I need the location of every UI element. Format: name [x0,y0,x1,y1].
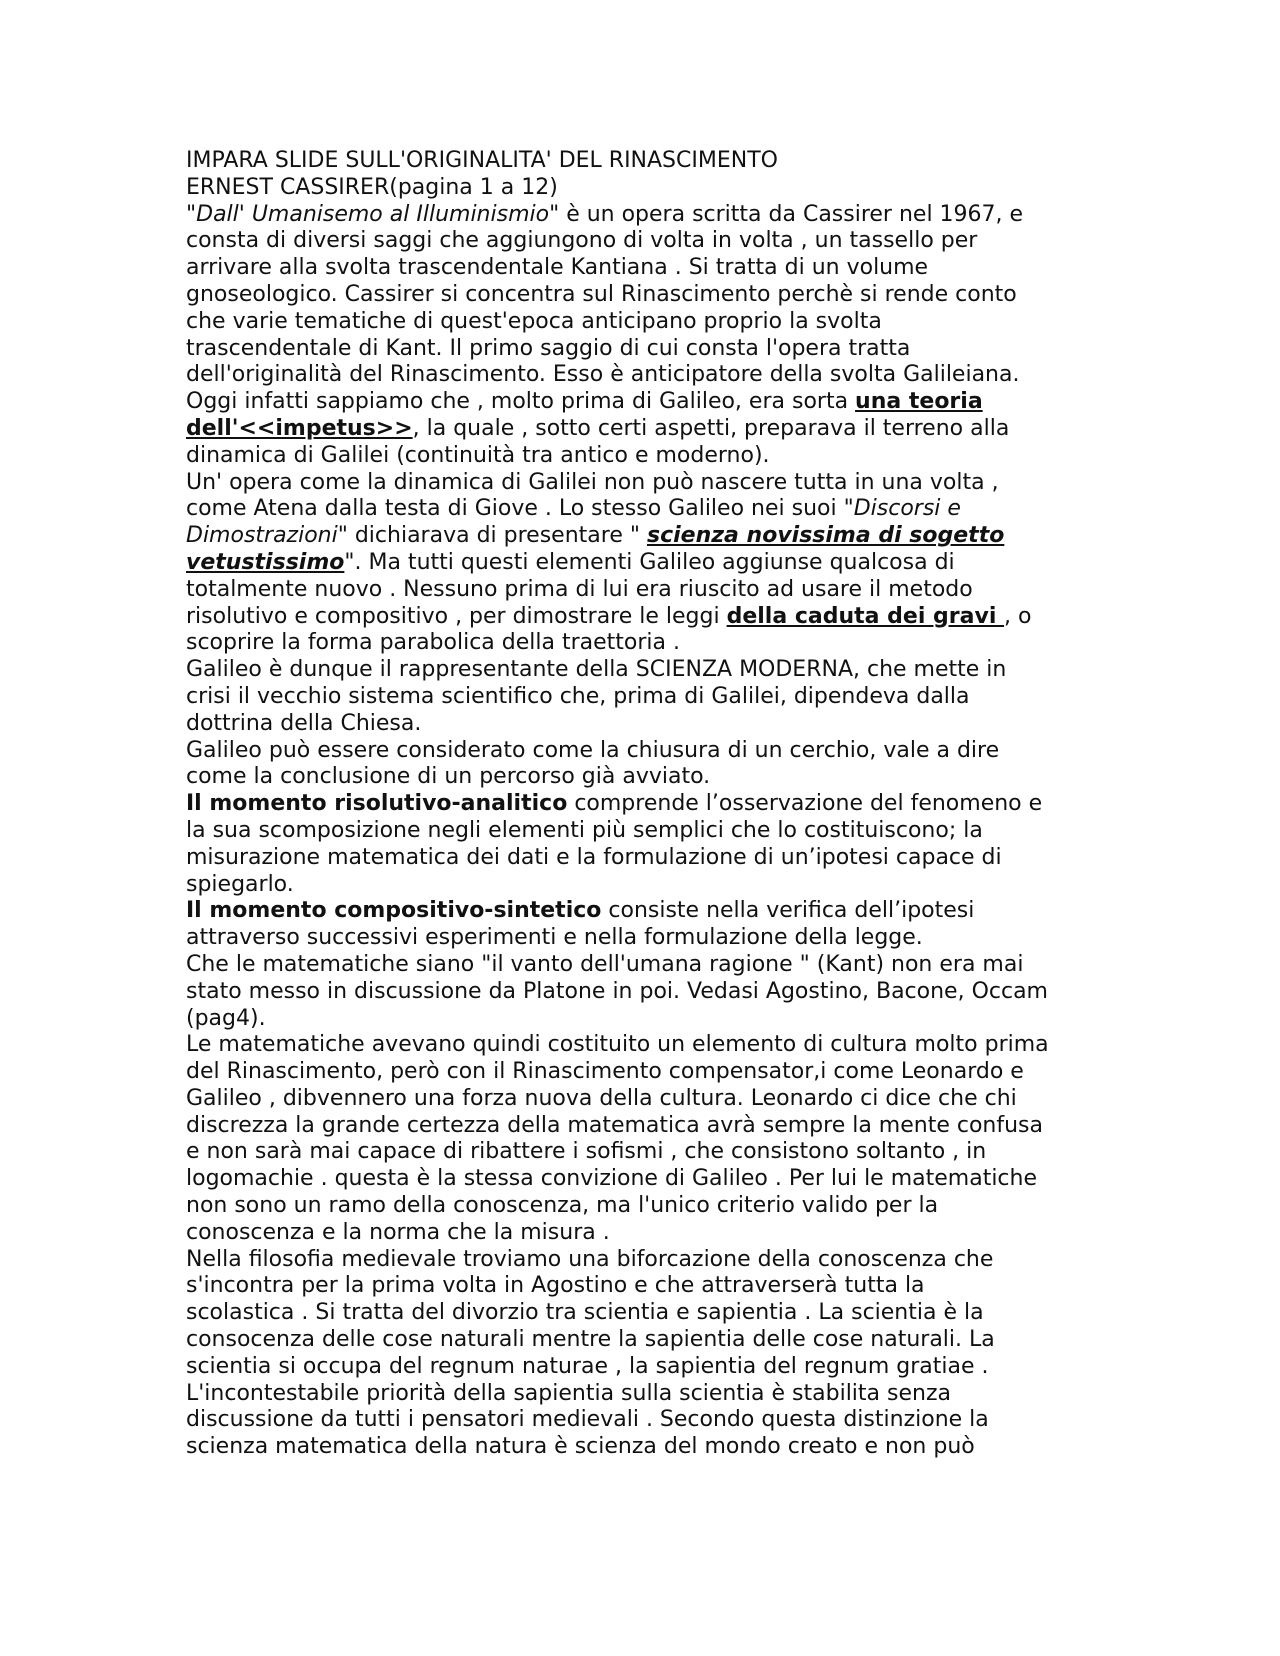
text-line: scoprire la forma parabolica della traettoria . [186,630,681,656]
text-line: consta di diversi saggi che aggiungono di volta in volta , un tassello per [186,228,978,254]
emphasis-underlined: vetustissimo [186,549,345,575]
text-line: scientia si occupa del regnum naturae , la sapientia del regnum gratiae . [186,1353,989,1379]
text-line: non sono un ramo della conoscenza, ma l'unico criterio valido per la [186,1193,939,1219]
text-line: discussione da tutti i pensatori medievali . Secondo questa distinzione la [186,1407,989,1433]
text-line: logomachie . questa è la stessa convizione di Galileo . Per lui le matematiche [186,1166,1038,1192]
title-line: IMPARA SLIDE SULL'ORIGINALITA' DEL RINASCIMENTO [186,148,778,173]
text-line: totalmente nuovo . Nessuno prima di lui era riuscito ad usare il metodo [186,576,973,602]
text-line: scienza matematica della natura è scienza del mondo creato e non può [186,1434,975,1460]
text-line: arrivare alla svolta trascendentale Kantiana . Si tratta di un volume [186,255,929,281]
text-line: stato messo in discussione da Platone in poi. Vedasi Agostino, Bacone, Occam [186,978,1048,1004]
text-line: dottrina della Chiesa. [186,710,422,736]
text-line: Dimostrazioni" dichiarava di presentare " scienza novissima di sogetto [186,523,1005,549]
text-line: Oggi infatti sappiamo che , molto prima di Galileo, era sorta una teoria [186,389,983,415]
book-title: Discorsi e [853,496,961,522]
text-line: Nella filosofia medievale troviamo una biforcazione della conoscenza che [186,1246,994,1272]
text-line: risolutivo e compositivo , per dimostrare le leggi della caduta dei gravi , o [186,603,1032,629]
text-line: L'incontestabile priorità della sapientia sulla scientia è stabilita senza [186,1380,951,1406]
text-line: del Rinascimento, però con il Rinascimento compensator,i come Leonardo e [186,1059,1024,1085]
text-line: scolastica . Si tratta del divorzio tra scientia e sapientia . La scientia è la [186,1300,984,1326]
text-line: Galileo è dunque il rappresentante della SCIENZA MODERNA, che mette in [186,657,1007,683]
text-line: "Dall' Umanisemo al Illuminismio" è un opera scritta da Cassirer nel 1967, e [186,201,1024,227]
text-line: come la conclusione di un percorso già avviato. [186,764,711,790]
text-line: Il momento risolutivo-analitico comprende l’osservazione del fenomeno e [186,791,1043,817]
emphasis-bold: Il momento compositivo-sintetico [186,898,602,924]
text-line: discrezza la grande certezza della matematica avrà sempre la mente confusa [186,1112,1044,1138]
text-line: dell'originalità del Rinascimento. Esso è anticipatore della svolta Galileiana. [186,362,1020,388]
text-line: vetustissimo". Ma tutti questi elementi Galileo aggiunse qualcosa di [186,549,955,575]
text-line: Le matematiche avevano quindi costituito un elemento di cultura molto prima [186,1032,1049,1058]
emphasis-bold: Il momento risolutivo-analitico [186,791,568,817]
text-line: dinamica di Galilei (continuità tra antico e moderno). [186,442,770,468]
book-title: Dall' Umanisemo al Illuminismio [196,201,550,227]
text-line: e non sarà mai capace di ribattere i sofismi , che consistono soltanto , in [186,1139,987,1165]
text-line: conoscenza e la norma che la misura . [186,1219,610,1245]
text-line: crisi il vecchio sistema scientifico che, prima di Galilei, dipendeva dalla [186,683,970,709]
text-line: s'incontra per la prima volta in Agostino e che attraverserà tutta la [186,1273,925,1299]
text-line: come Atena dalla testa di Giove . Lo stesso Galileo nei suoi "Discorsi e [186,496,961,522]
text-line: Un' opera come la dinamica di Galilei non può nascere tutta in una volta , [186,469,999,495]
text-line: Che le matematiche siano "il vanto dell'umana ragione " (Kant) non era mai [186,951,1024,977]
text-line: trascendentale di Kant. Il primo saggio di cui consta l'opera tratta [186,335,911,361]
text-line: misurazione matematica dei dati e la formulazione di un’ipotesi capace di [186,844,1002,870]
text-line: (pag4). [186,1005,266,1031]
emphasis-underlined: una teoria [855,389,983,415]
emphasis-underlined: dell'<<impetus>> [186,415,413,441]
text-line: Galileo può essere considerato come la chiusura di un cerchio, vale a dire [186,737,1000,763]
text-line: gnoseologico. Cassirer si concentra sul Rinascimento perchè si rende conto [186,281,1017,307]
text-line: Il momento compositivo-sintetico consiste nella verifica dell’ipotesi [186,898,975,924]
emphasis-underlined: della caduta dei gravi [726,603,1005,629]
text-line: consocenza delle cose naturali mentre la sapientia delle cose naturali. La [186,1327,995,1353]
book-title: Dimostrazioni [186,523,338,549]
text-line: Galileo , dibvennero una forza nuova della cultura. Leonardo ci dice che chi [186,1085,1017,1111]
text-line: attraverso successivi esperimenti e nella formulazione della legge. [186,925,923,951]
document-body [186,148,1096,1461]
emphasis-underlined: scienza novissima di sogetto [646,523,1005,549]
author-line: ERNEST CASSIRER(pagina 1 a 12) [186,174,558,200]
text-line: spiegarlo. [186,871,294,897]
text-line: che varie tematiche di quest'epoca anticipano proprio la svolta [186,308,882,334]
text-line: la sua scomposizione negli elementi più semplici che lo costituiscono; la [186,817,983,843]
text-line: dell'<<impetus>>, la quale , sotto certi aspetti, preparava il terreno alla [186,415,1010,441]
